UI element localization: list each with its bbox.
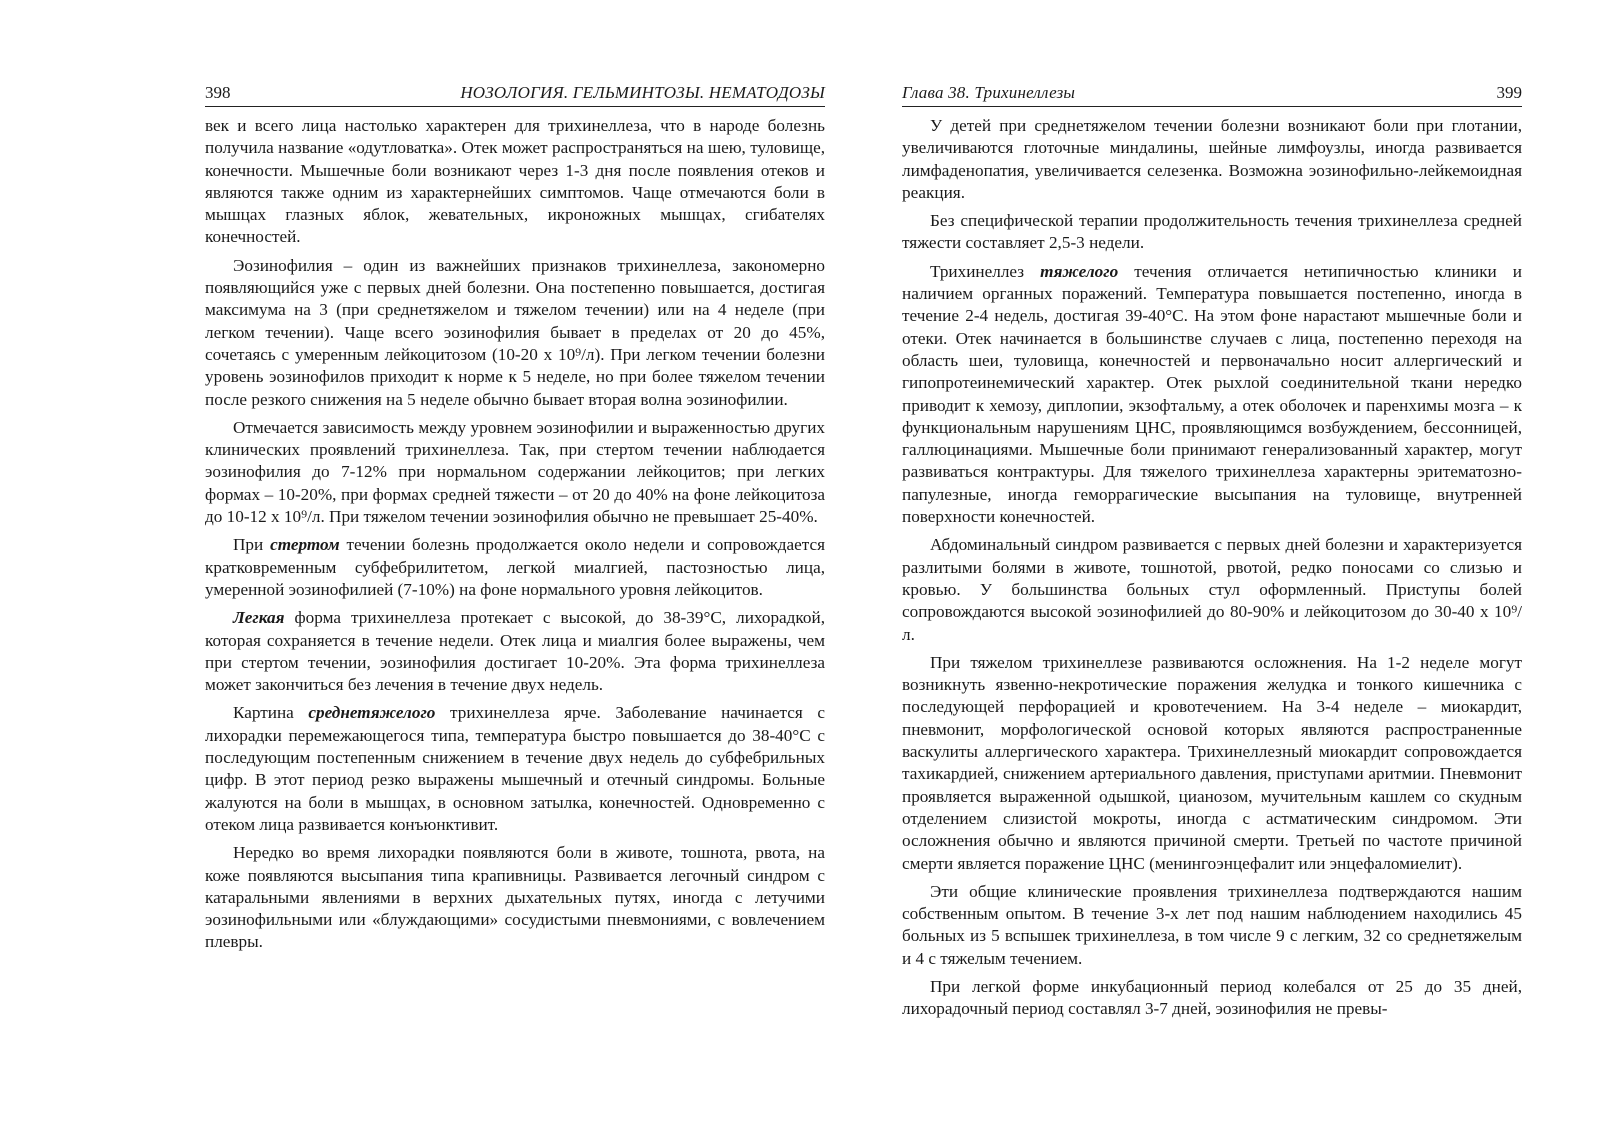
paragraph: Абдоминальный синдром развивается с первых дней болезни и характеризуется разлитыми болями в животе, тошнотой, рвотой, редко поносами со слизью и кровью. У большинства больных стул оформленный. Приступы болей сопровождаются высокой эозинофилией до 80-90% и лейкоцитозом до 30-40 х 10⁹/л. bbox=[902, 535, 1522, 644]
emphasis: среднетяжелого bbox=[308, 703, 436, 723]
page-number: 398 bbox=[205, 83, 231, 102]
emphasis: Легкая bbox=[233, 608, 285, 628]
paragraph: Картина среднетяжелого трихинеллеза ярче. Заболевание начинается с лихорадки перемежающегося типа, температура быстро повышается до 38-40°С с последующим постепенным снижением в течение двух недель до субфебрильных цифр. В этот период резко выражены мышечный и отечный синдромы. Больные жалуются на боли в мышцах, в основном затылка, конечностей. Одновременно с отеком лица развивается конъюнктивит. bbox=[205, 703, 825, 834]
running-head-title: Глава 38. Трихинеллезы bbox=[902, 83, 1076, 102]
left-page bbox=[205, 80, 825, 960]
paragraph: При легкой форме инкубационный период колебался от 25 до 35 дней, лихорадочный период составлял 3-7 дней, эозинофилия не превы- bbox=[902, 976, 1522, 1019]
paragraph: Нередко во время лихорадки появляются боли в животе, тошнота, рвота, на коже появляются высыпания типа крапивницы. Развивается легочный синдром с катаральными явлениями в верхних дыхательных путях, иногда с летучими эозинофильными или «блуждающими» сосудистыми пневмониями, с вовлечением плевры. bbox=[205, 843, 825, 952]
page-body bbox=[902, 115, 1522, 1021]
paragraph: Эти общие клинические проявления трихинеллеза подтверждаются нашим собственным опытом. В течение 3-х лет под нашим наблюдением находились 45 больных из 5 вспышек трихинеллеза, в том числе 9 с легким, 32 со среднетяжелым и 4 с тяжелым течением. bbox=[902, 881, 1522, 968]
paragraph: Отмечается зависимость между уровнем эозинофилии и выраженностью других клинических проявлений трихинеллеза. Так, при стертом течении наблюдается эозинофилия до 7-12% при нормальном содержании лейкоцитов; при легких формах – 10-20%, при формах средней тяжести – от 20 до 40% на фоне лейкоцитоза до 10-12 х 10⁹/л. При тяжелом течении эозинофилия обычно не превышает 25-40%. bbox=[205, 417, 825, 527]
running-head-title: НОЗОЛОГИЯ. ГЕЛЬМИНТОЗЫ. НЕМАТОДОЗЫ bbox=[460, 83, 825, 102]
paragraph: При тяжелом трихинеллезе развиваются осложнения. На 1-2 неделе могут возникнуть язвенно-некротические поражения желудка и тонкого кишечника с последующей перфорацией и кровотечением. На 3-4 неделе – миокардит, пневмонит, морфологической основой которых являются распространенные васкулиты аллергического характера. Трихинеллезный миокардит сопровождается тахикардией, снижением артериального давления, приступами аритмии. Пневмонит проявляется выраженной одышкой, цианозом, мучительным кашлем со скудным отделением слизистой мокроты, иногда с астматическим синдромом. Эти осложнения обычно и являются причиной смерти. Третьей по частоте причиной смерти является поражение ЦНС (менингоэнцефалит или энцефаломиелит). bbox=[902, 652, 1522, 873]
paragraph: При стертом течении болезнь продолжается около недели и сопровождается кратковременным субфебрилитетом, легкой миалгией, пастозностью лица, умеренной эозинофилией (7-10%) на фоне нормального уровня лейкоцитов. bbox=[205, 535, 825, 599]
paragraph: Трихинеллез тяжелого течения отличается нетипичностью клиники и наличием органных поражений. Температура повышается постепенно, иногда в течение 2-4 недель, достигая 39-40°С. На этом фоне нарастают мышечные боли и отеки. Отек начинается в большинстве случаев с лица, постепенно переходя на область шеи, туловища, конечностей и первоначально носит аллергический и гипопротеинемический характер. Отек рыхлой соединительной ткани нередко приводит к хемозу, диплопии, экзофтальму, а отек оболочек и паренхимы мозга – к функциональным нарушениям ЦНС, проявляющимся возбуждением, бессонницей, галлюцинациями. Мышечные боли принимают генерализованный характер, могут развиваться контрактуры. Для тяжелого трихинеллеза характерны эритематозно-папулезные, иногда геморрагические высыпания на туловище, внутренней поверхности конечностей. bbox=[902, 261, 1522, 527]
emphasis: стертом bbox=[270, 535, 340, 555]
running-head bbox=[205, 80, 825, 107]
running-head bbox=[902, 80, 1522, 107]
paragraph: Без специфической терапии продолжительность течения трихинеллеза средней тяжести составляет 2,5-3 недели. bbox=[902, 211, 1522, 253]
paragraph: век и всего лица настолько характерен для трихинеллеза, что в народе болезнь получила название «одутловатка». Отек может распространяться на шею, туловище, конечности. Мышечные боли возникают через 1-3 дня после появления отеков и являются также одним из характернейших симптомов. Чаще отмечаются боли в мышцах глазных яблок, жевательных, икроножных мышцах, сгибателях конечностей. bbox=[205, 116, 825, 247]
right-page bbox=[902, 80, 1522, 1027]
paragraph: У детей при среднетяжелом течении болезни возникают боли при глотании, увеличиваются глоточные миндалины, шейные лимфоузлы, иногда развивается лимфаденопатия, увеличивается селезенка. Возможна эозинофильно-лейкемоидная реакция. bbox=[902, 116, 1522, 202]
paragraph: Эозинофилия – один из важнейших признаков трихинеллеза, закономерно появляющийся уже с первых дней болезни. Она постепенно повышается, достигая максимума на 3 (при среднетяжелом и тяжелом течении) или на 4 неделе (при легком течении). Чаще всего эозинофилия бывает в пределах от 20 до 45%, сочетаясь с умеренным лейкоцитозом (10-20 х 10⁹/л). При легком течении болезни уровень эозинофилов приходит к норме к 5 неделе, но при более тяжелом течении после резкого снижения на 5 неделе обычно бывает вторая волна эозинофилии. bbox=[205, 255, 825, 409]
page-number: 399 bbox=[1496, 83, 1522, 102]
emphasis: тяжелого bbox=[1040, 261, 1119, 281]
page-body bbox=[205, 115, 825, 954]
paragraph: Легкая форма трихинеллеза протекает с высокой, до 38-39°С, лихорадкой, которая сохраняется в течение недели. Отек лица и миалгия более выражены, чем при стертом течении, эозинофилия достигает 10-20%. Эта форма трихинеллеза может закончиться без лечения в течение двух недель. bbox=[205, 608, 825, 695]
